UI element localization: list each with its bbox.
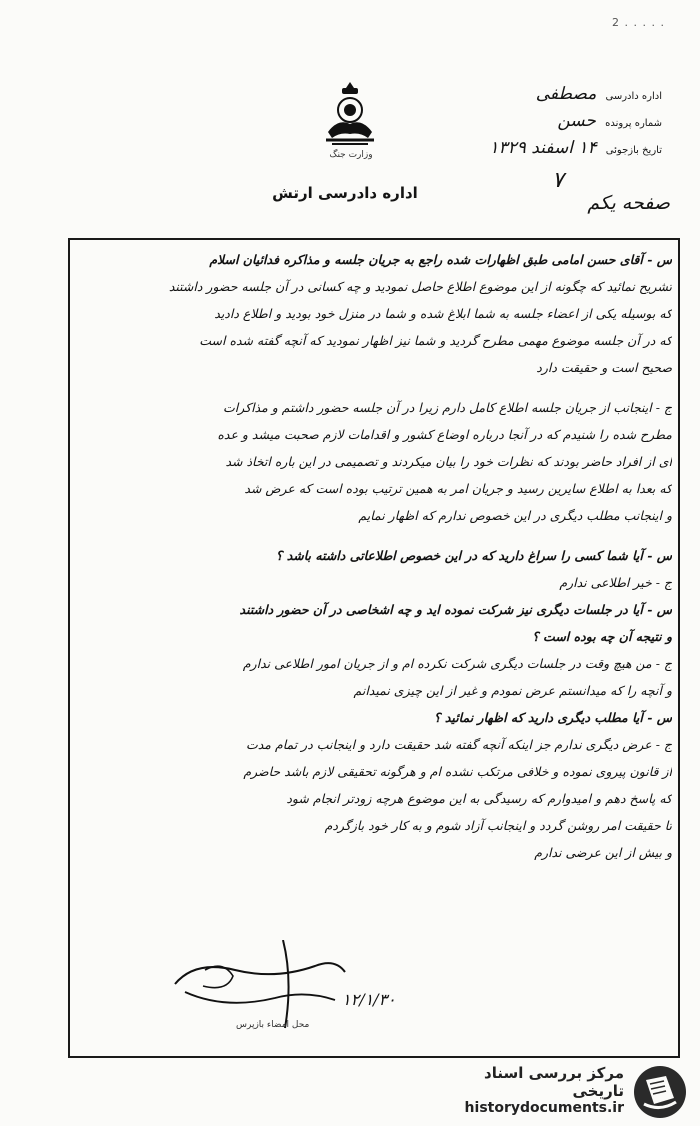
watermark-title: مرکز بررسی اسناد تاریخی [484,1064,624,1100]
answer-line: ای از افراد حاضر بودند که نظرات خود را بیان میکردند و تصمیمی در این باره اتخاذ شد [225,454,672,469]
line-gap [80,529,672,542]
answer-line: تا حقیقت امر روشن گردد و اینجانب آزاد شوم و به کار خود بازگردم [324,818,672,833]
top-document-number: 2 . . . . . [612,16,665,29]
document-center-logo-icon [632,1064,688,1120]
lion-and-sun-emblem-icon [318,80,382,150]
meta-row-3 [407,136,662,163]
signature-label: محل امضاء بازپرس [236,1020,310,1030]
line-gap [80,381,672,394]
question-line: س - آیا شما کسی را سراغ دارید که در این خصوص اطلاعاتی داشته باشد ؟ [275,548,672,563]
question-line: س - آقای حسن امامی طبق اظهارات شده راجع به جریان جلسه و مذاکره فدائیان اسلام [209,252,672,267]
question-line: س - آیا در جلسات دیگری نیز شرکت نموده اید و چه اشخاصی در آن حضور داشتند [239,602,672,617]
answer-line: که بوسیله یکی از اعضاء جلسه به شما ابلاغ شده و شما در منزل خود بودید و اطلاع دادید [214,306,672,321]
handwritten-number-mark: ۷ [552,168,564,193]
ministry-label: وزارت جنگ [329,150,373,160]
meta-row-3-label: تاریخ بازجوئی [605,145,662,156]
answer-line: مطرح شده را شنیدم که در آنجا درباره اوضاع کشور و اقدامات لازم صحبت میشد و عده [217,427,672,442]
answer-line: ج - عرض دیگری ندارم جز اینکه آنچه گفته شد حقیقت دارد و اینجانب در تمام مدت [245,737,672,752]
meta-row-2-value: حسن [557,111,596,131]
meta-row-2 [407,109,662,136]
answer-line: صحیح است و حقیقت دارد [536,360,672,375]
answer-line: تشریح نمائید که چگونه از این موضوع اطلاع حاصل نمودید و چه کسانی در آن جلسه حضور داشتند [168,279,672,294]
answer-line: که در آن جلسه موضوع مهمی مطرح گردید و شما نیز اظهار نمودید که آنچه گفته شده است [199,333,672,348]
question-line: و نتیجه آن چه بوده است ؟ [532,629,672,644]
watermark [430,1064,692,1122]
meta-row-2-label: شماره پرونده [605,118,662,129]
header-meta [407,82,662,163]
answer-line: از قانون پیروی نموده و خلافی مرتکب نشده ام و هرگونه تحقیقی لازم باشد حاضرم [243,764,672,779]
meta-row-1-value: مصطفی [535,84,597,104]
answer-line: و بیش از این عرضی ندارم [534,845,672,860]
answer-line: که پاسخ دهم و امیدوارم که رسیدگی به این موضوع هرچه زودتر انجام شود [286,791,672,806]
meta-row-1 [407,82,662,109]
watermark-text [430,1064,624,1116]
handwritten-body [80,246,672,866]
signature-date: ۱۲/۱/۳۰ [342,990,396,1009]
office-title: اداره دادرسی ارتش [272,184,418,202]
page-side-note: صفحه یکم [587,192,670,214]
signature-scribble [165,940,365,1030]
answer-line: و آنچه را که میدانستم عرض نمودم و غیر از این چیزی نمیدانم [353,683,672,698]
answer-line: ج - من هیچ وقت در جلسات دیگری شرکت نکرده ام و از جریان امور اطلاعی ندارم [242,656,672,671]
watermark-url: historydocuments.ir [464,1100,624,1116]
question-line: س - آیا مطلب دیگری دارید که اظهار نمائید ؟ [433,710,672,725]
answer-line: ج - اینجانب از جریان جلسه اطلاع کامل دارم زیرا در آن جلسه حضور داشتم و مذاکرات [223,400,672,415]
meta-row-3-value: ۱۴ اسفند ۱۳۲۹ [489,138,597,158]
answer-line: که بعدا به اطلاع سایرین رسید و جریان امر به همین ترتیب بوده است که عرض شد [244,481,672,496]
answer-line: ج - خیر اطلاعی ندارم [559,575,672,590]
answer-line: و اینجانب مطلب دیگری در این خصوص ندارم که اظهار نمایم [358,508,672,523]
meta-row-1-label: اداره دادرسی [605,91,662,102]
